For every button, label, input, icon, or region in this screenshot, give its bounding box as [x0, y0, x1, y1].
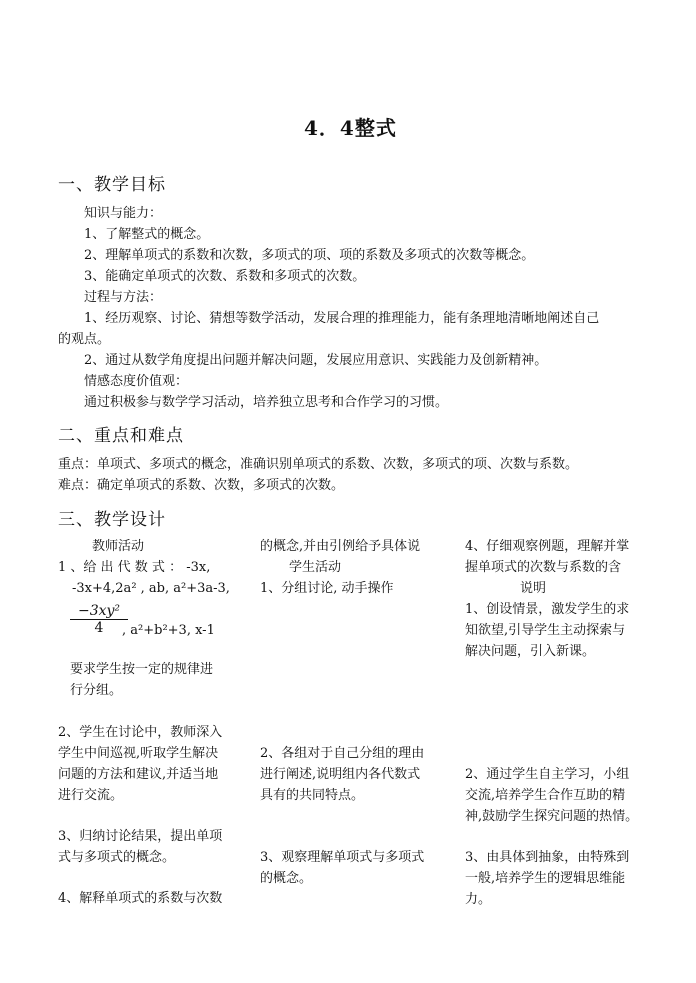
text-line: 3、由具体到抽象，由特殊到	[465, 850, 630, 865]
notes-item-top	[465, 536, 629, 578]
objective-line: 2、理解单项式的系数和次数，多项式的项、项的系数及多项式的次数等概念。	[84, 248, 535, 263]
teacher-item-4: 4、解释单项式的系数与次数	[58, 891, 223, 906]
col-header-notes: 说明	[520, 581, 547, 596]
text-line: 神,鼓励学生探究问题的热情。	[465, 809, 639, 824]
text-line: 3、观察理解单项式与多项式	[260, 850, 425, 865]
notes-item-2	[465, 764, 638, 827]
text-line: 进行交流。	[58, 788, 124, 803]
objective-line: 3、能确定单项式的次数、系数和多项式的次数。	[84, 269, 366, 284]
text-line: 解决问题，引入新课。	[465, 644, 596, 659]
teacher-item-2	[58, 722, 222, 806]
text-line: 学生中间巡视,听取学生解决	[58, 746, 219, 761]
text-line: 式与多项式的概念。	[58, 850, 176, 865]
text-line: 知欲望,引导学生主动探索与	[465, 623, 626, 638]
text-line: 握单项式的次数与系数的含	[465, 560, 622, 575]
teacher-item-1: , a²+b²+3, x-1	[122, 623, 215, 638]
text-line: 一般,培养学生的逻辑思维能	[465, 871, 626, 886]
objective-line: 过程与方法：	[84, 290, 163, 305]
page-title: 4．4整式	[304, 116, 397, 140]
teacher-item-1: 行分组。	[70, 683, 123, 698]
col-header-student: 学生活动	[289, 560, 342, 575]
text-line: 1、创设情景，激发学生的求	[465, 602, 630, 617]
text-line: 的概念。	[260, 871, 313, 886]
section-heading-design: 三、教学设计	[58, 510, 166, 530]
objective-line: 情感态度价值观：	[84, 374, 189, 389]
teacher-item-1: 要求学生按一定的规律进	[70, 662, 214, 677]
objective-line: 知识与能力：	[84, 206, 163, 221]
text-line: 3、归纳讨论结果，提出单项	[58, 829, 223, 844]
text-line: 力。	[465, 892, 492, 907]
student-item-2	[260, 743, 424, 806]
fraction-expression	[70, 603, 128, 636]
keypoint-line: 重点：单项式、多项式的概念，准确识别单项式的系数、次数，多项式的项、次数与系数。	[58, 457, 579, 472]
objective-line: 的观点。	[58, 332, 111, 347]
student-item-1: 1、分组讨论, 动手操作	[260, 581, 394, 596]
section-heading-objectives: 一、教学目标	[58, 175, 166, 195]
col-header-teacher: 教师活动	[92, 539, 145, 554]
text-line: 4、仔细观察例题，理解并掌	[465, 539, 630, 554]
text-line: 2、各组对于自己分组的理由	[260, 746, 425, 761]
teacher-item-1: 1 、给 出 代 数 式 ： -3x,	[58, 560, 211, 575]
objective-line: 1、了解整式的概念。	[84, 227, 210, 242]
text-line: 具有的共同特点。	[260, 788, 365, 803]
text-line: 交流,培养学生合作互助的精	[465, 788, 626, 803]
student-item-top: 的概念,并由引例给予具体说	[260, 539, 421, 554]
text-line: 问题的方法和建议,并适当地	[58, 767, 219, 782]
notes-item-1	[465, 599, 629, 662]
text-line: 进行阐述,说明组内各代数式	[260, 767, 421, 782]
fraction-numerator: −3xy²	[70, 603, 128, 620]
teacher-item-1: -3x+4,2a² , ab, a²+3a-3,	[72, 581, 230, 596]
difficulty-line: 难点：确定单项式的系数、次数，多项式的次数。	[58, 478, 345, 493]
objective-line: 2、通过从数学角度提出问题并解决问题，发展应用意识、实践能力及创新精神。	[84, 353, 548, 368]
section-heading-keypoints: 二、重点和难点	[58, 426, 184, 446]
teacher-item-3	[58, 826, 222, 868]
student-item-3	[260, 847, 424, 889]
notes-item-3	[465, 847, 629, 910]
text-line: 2、通过学生自主学习，小组	[465, 767, 630, 782]
text-line: 2、学生在讨论中，教师深入	[58, 725, 223, 740]
fraction-denominator: 4	[94, 620, 104, 636]
objective-line: 通过积极参与数学学习活动，培养独立思考和合作学习的习惯。	[84, 395, 449, 410]
objective-line: 1、经历观察、讨论、猜想等数学活动，发展合理的推理能力，能有条理地清晰地阐述自己	[84, 311, 600, 326]
